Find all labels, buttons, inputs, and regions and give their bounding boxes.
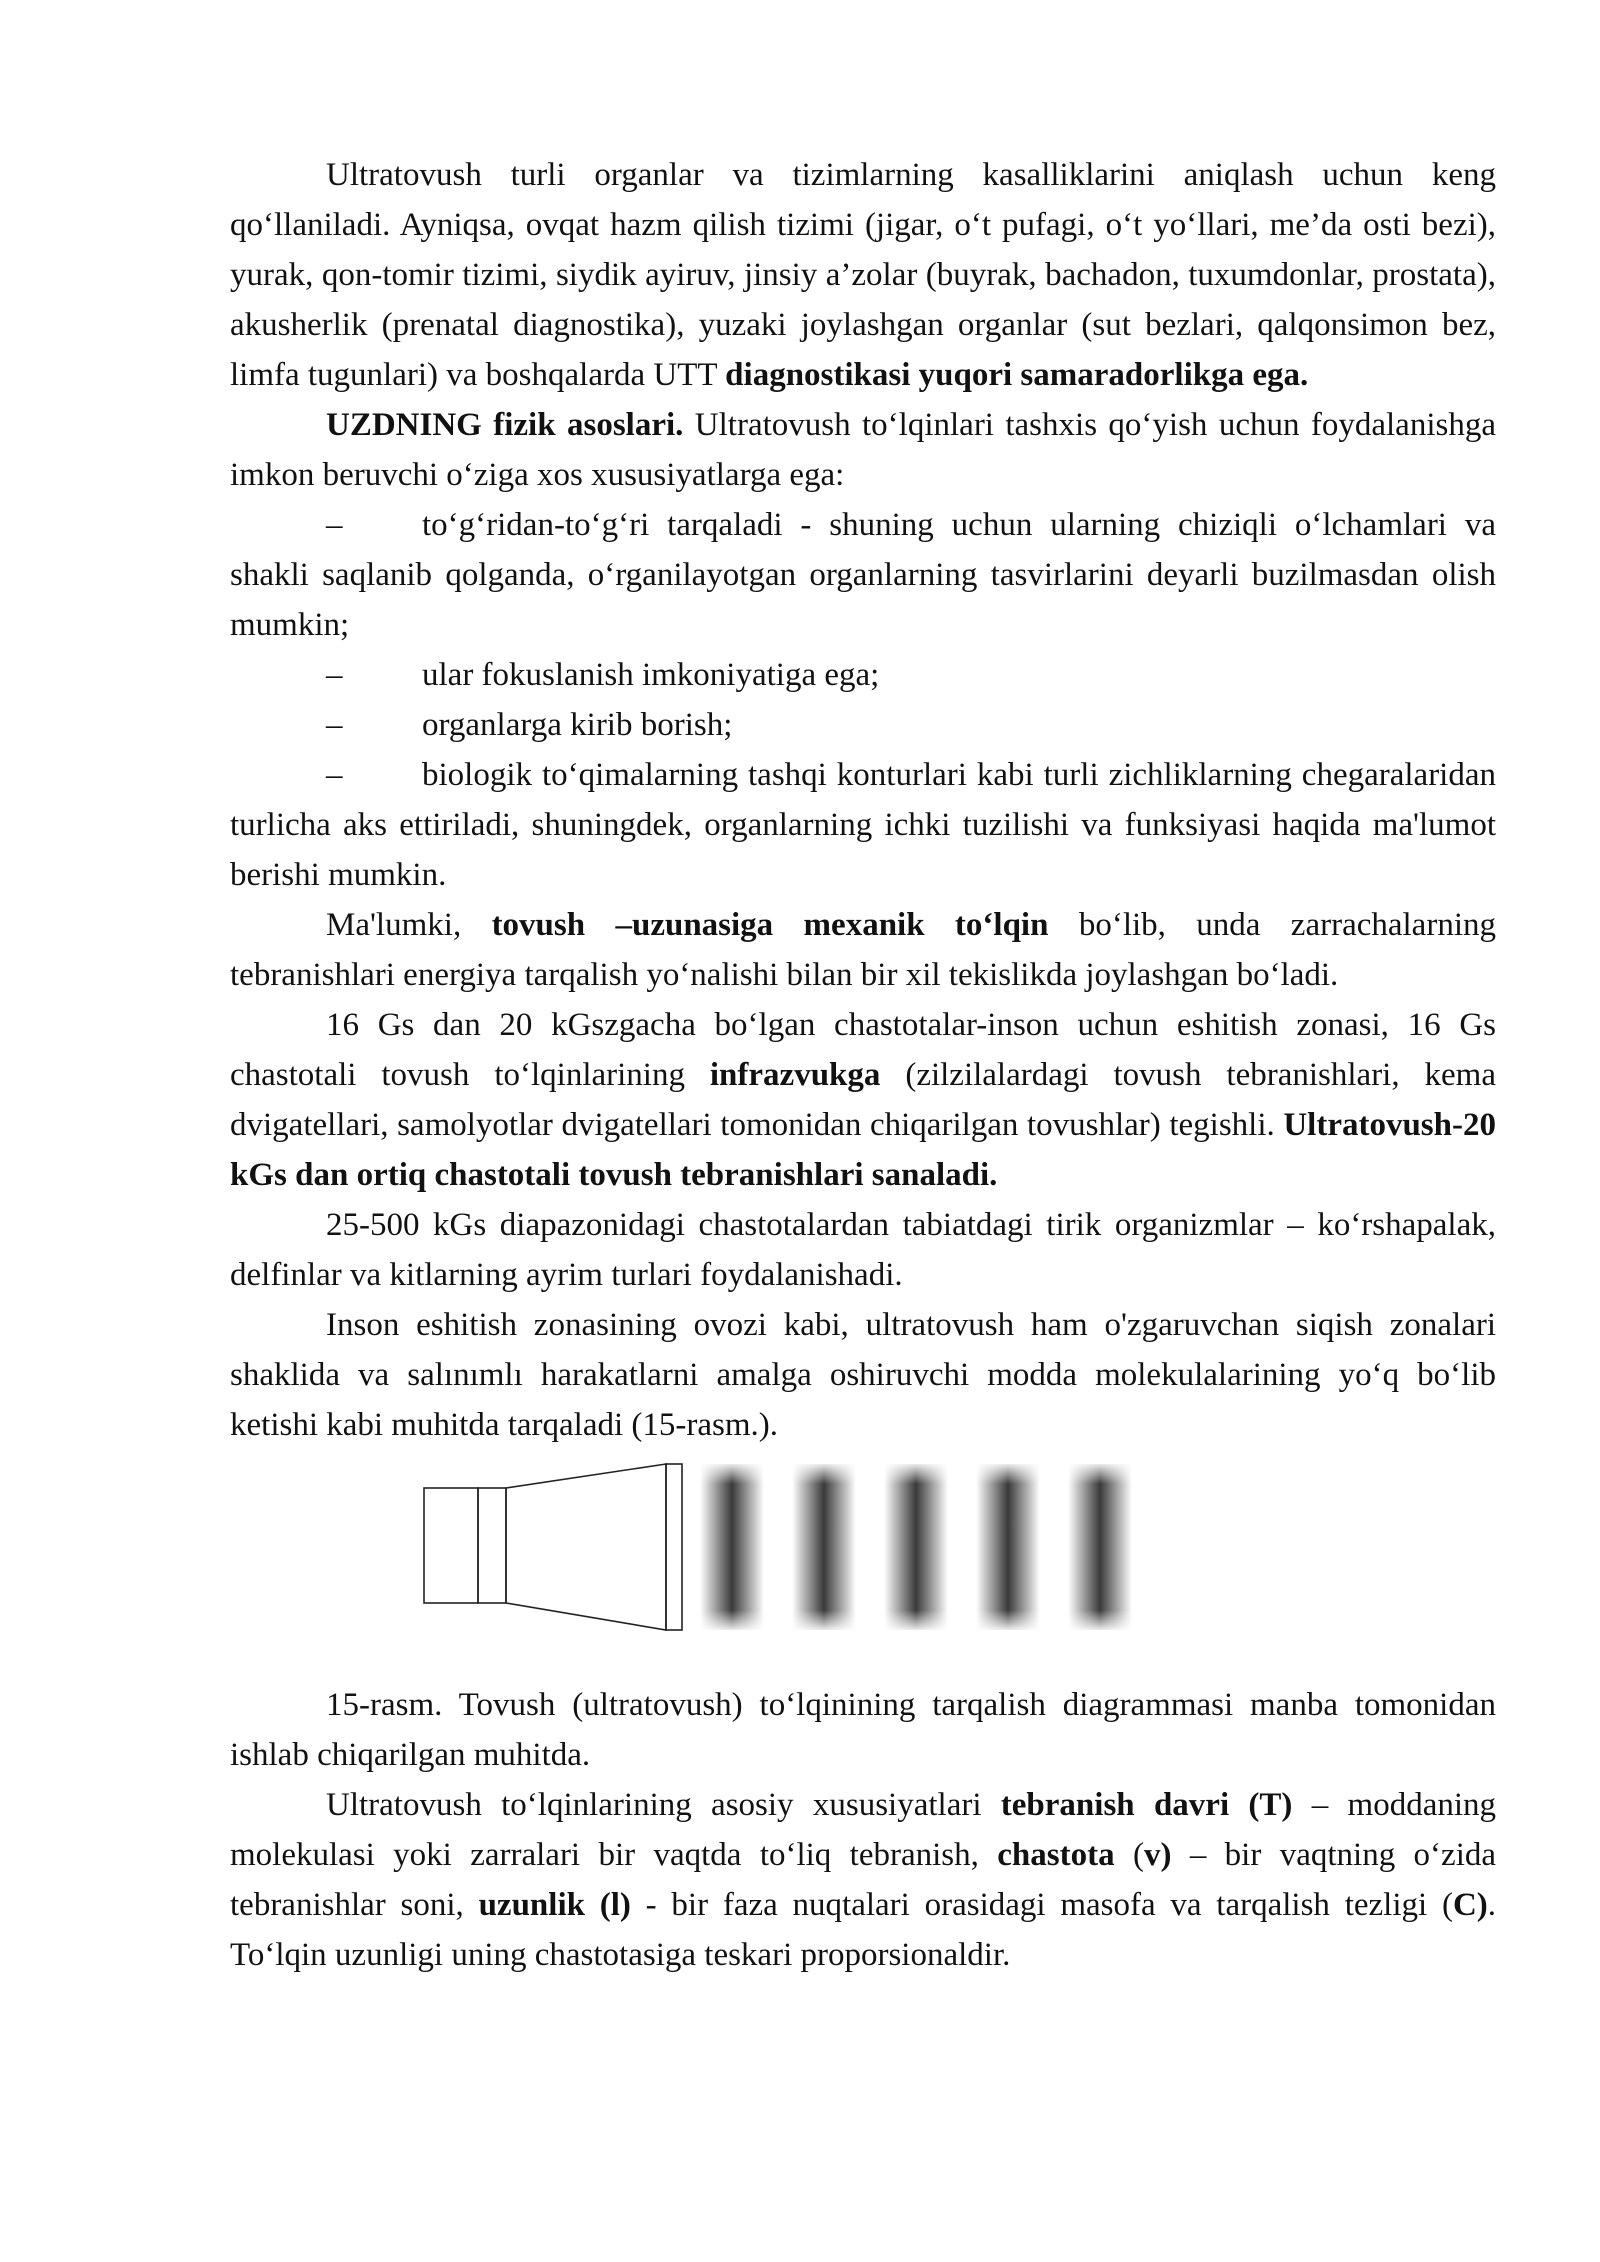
- paragraph-text: Ma'lumki,: [326, 907, 492, 943]
- bold-phrase: uzunlik (l): [478, 1887, 631, 1923]
- bold-phrase: Ultratovush-20 kGs dan ortiq chastotali tovush tebranishlari sanaladi.: [230, 1107, 1496, 1193]
- section-heading: UZDNING fizik asoslari.: [326, 407, 684, 443]
- bold-phrase: tebranish davri (T): [1000, 1787, 1293, 1823]
- paragraph-nature-usage: [230, 1200, 1496, 1300]
- transducer-mid: [478, 1488, 506, 1603]
- transducer-back: [424, 1488, 478, 1603]
- list-dash: –: [326, 507, 343, 543]
- paragraph-text: Ultratovush to‘lqinlari tashxis qo‘yish uchun foydalanishga imkon beruvchi o‘ziga xos xususiyatlarga ega:: [230, 407, 1496, 493]
- bold-phrase: diagnostikasi yuqori samaradorlikga ega.: [725, 357, 1309, 393]
- bold-phrase: C): [1452, 1887, 1488, 1923]
- list-item: [230, 700, 1496, 750]
- paragraph-text: (zilzilalardagi tovush tebranishlari, kema dvigatellari, samolyotlar dvigatellari tomonidan chiqarilgan tovushlar) tegishli.: [230, 1057, 1496, 1143]
- paragraph-text: 16 Gs dan 20 kGszgacha bo‘lgan chastotalar-inson uchun eshitish zonasi, 16 Gs chastotali tovush to‘lqinlarining: [230, 1007, 1496, 1093]
- band-fade-overlay: [698, 1464, 1138, 1630]
- paragraph-wave-properties: [230, 1780, 1496, 1980]
- paragraph-text: 25-500 kGs diapazonidagi chastotalardan tabiatdagi tirik organizmlar – ko‘rshapalak, delfinlar va kitlarning ayrim turlari foydalanishadi.: [230, 1207, 1496, 1293]
- paragraph-text: - bir faza nuqtalari orasidagi masofa va tarqalish tezligi (: [630, 1887, 1453, 1923]
- transducer-wave-diagram-icon: [420, 1460, 1240, 1640]
- bold-phrase: infrazvukga: [709, 1057, 881, 1093]
- paragraph-text: Inson eshitish zonasining ovozi kabi, ultratovush ham o'zgaruvchan siqish zonalari shaklida va salınımlı harakatlarni amalga oshiruvchi modda molekulalarining yo‘q bo‘lib ketishi kabi muhitda tarqaladi (15-rasm.).: [230, 1307, 1496, 1443]
- transducer-face: [666, 1464, 682, 1630]
- paragraph-frequency-ranges: [230, 1000, 1496, 1200]
- paragraph-physical-basis: [230, 400, 1496, 500]
- list-item: [230, 650, 1496, 700]
- bold-phrase: v): [1143, 1837, 1172, 1873]
- list-dash: –: [326, 757, 343, 793]
- paragraph-propagation: [230, 1300, 1496, 1450]
- list-item: [230, 750, 1496, 900]
- list-dash: –: [326, 707, 343, 743]
- wave-propagation-figure: [230, 1460, 1496, 1660]
- paragraph-text: (: [1114, 1837, 1144, 1873]
- document-page: [230, 150, 1496, 1980]
- bold-phrase: chastota: [997, 1837, 1115, 1873]
- paragraph-sound-definition: [230, 900, 1496, 1000]
- list-dash: –: [326, 657, 343, 693]
- bold-phrase: tovush –uzunasiga mexanik to‘lqin: [491, 907, 1049, 943]
- paragraph-text: – moddaning molekulasi yoki zarralari bir vaqtda to‘liq tebranish,: [230, 1787, 1497, 1873]
- list-item-text: ular fokuslanish imkoniyatiga ega;: [422, 657, 880, 693]
- paragraph-text: – bir vaqtning o‘zida tebranishlar soni,: [230, 1837, 1497, 1923]
- paragraph-text: Ultratovush turli organlar va tizimlarning kasalliklarini aniqlash uchun keng qo‘llaniladi. Ayniqsa, ovqat hazm qilish tizimi (jigar, o‘t pufagi, o‘t yo‘llari, me’da osti bezi), yurak, qon-tomir tizimi, siydik ayiruv, jinsiy a’zolar (buyrak, bachadon, tuxumdonlar, prostata), akusherlik (prenatal diagnostika), yuzaki joylashgan organlar (sut bezlari, qalqonsimon bez, limfa tugunlari) va boshqalarda UTT: [230, 157, 1496, 393]
- transducer-horn: [506, 1464, 666, 1630]
- paragraph-text: . To‘lqin uzunligi uning chastotasiga teskari proporsionaldir.: [230, 1887, 1497, 1973]
- caption-text: 15-rasm. Tovush (ultratovush) to‘lqinining tarqalish diagrammasi manba tomonidan ishlab chiqarilgan muhitda.: [230, 1687, 1496, 1773]
- list-item-text: to‘g‘ridan-to‘g‘ri tarqaladi - shuning uchun ularning chiziqli o‘lchamlari va shakli saqlanib qolganda, o‘rganilayotgan organlarning tasvirlarini deyarli buzilmasdan olish mumkin;: [230, 507, 1496, 643]
- paragraph-text: Ultratovush to‘lqinlarining asosiy xususiyatlari: [326, 1787, 1001, 1823]
- figure-caption: [230, 1680, 1496, 1780]
- list-item: [230, 500, 1496, 650]
- list-item-text: organlarga kirib borish;: [422, 707, 733, 743]
- list-item-text: biologik to‘qimalarning tashqi konturlari kabi turli zichliklarning chegaralaridan turlicha aks ettiriladi, shuningdek, organlarning ichki tuzilishi va funksiyasi haqida ma'lumot berishi mumkin.: [230, 757, 1496, 893]
- paragraph-ultrasound-applications: [230, 150, 1496, 400]
- paragraph-text: bo‘lib, unda zarrachalarning tebranishlari energiya tarqalish yo‘nalishi bilan bir xil tekislikda joylashgan bo‘ladi.: [230, 907, 1496, 993]
